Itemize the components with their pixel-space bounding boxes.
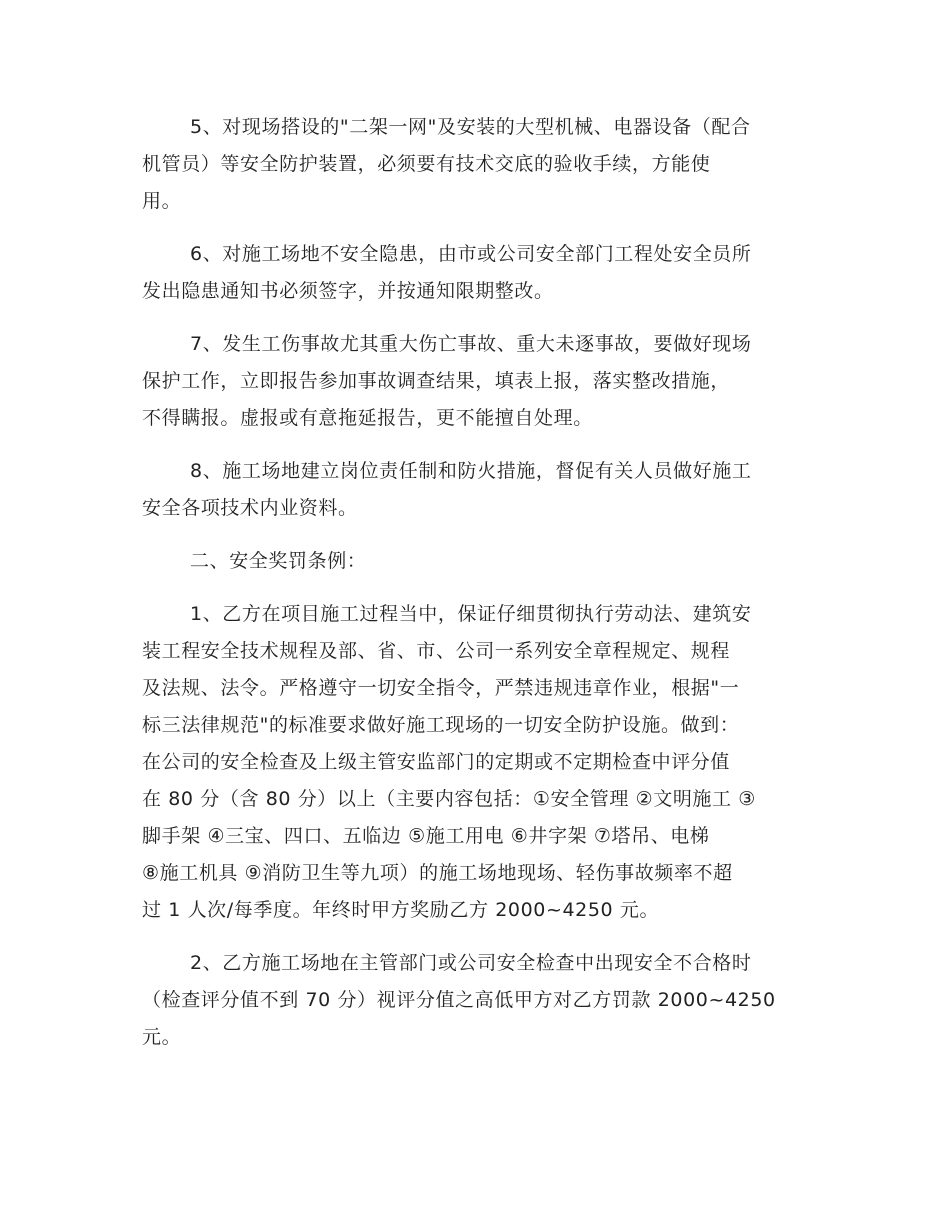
section-heading-text: 二、安全奖罚条例：: [190, 550, 367, 572]
text-line: 发出隐患通知书必须签字，并按通知限期整改。: [142, 280, 554, 302]
text-line: 在 80 分（含 80 分）以上（主要内容包括：①安全管理 ②文明施工 ③: [142, 788, 756, 810]
text-line: 机管员）等安全防护装置，必须要有技术交底的验收手续，方能使: [142, 153, 711, 175]
text-line: 5、对现场搭设的"二架一网"及安装的大型机械、电器设备（配合: [190, 116, 751, 138]
text-line: 6、对施工场地不安全隐患，由市或公司安全部门工程处安全员所: [190, 243, 752, 265]
text-line: 安全各项技术内业资料。: [142, 497, 358, 519]
text-line: 不得瞒报。虚报或有意拖延报告，更不能擅自处理。: [142, 407, 593, 429]
text-line: （检查评分值不到 70 分）视评分值之高低甲方对乙方罚款 2000~4250: [142, 989, 776, 1011]
text-line: 脚手架 ④三宝、四口、五临边 ⑤施工用电 ⑥井字架 ⑦塔吊、电梯: [142, 825, 710, 847]
text-line: 标三法律规范"的标准要求做好施工现场的一切安全防护设施。做到：: [142, 714, 740, 736]
text-line: 保护工作，立即报告参加事故调查结果，填表上报，落实整改措施，: [142, 370, 731, 392]
text-line: 在公司的安全检查及上级主管安监部门的定期或不定期检查中评分值: [142, 751, 731, 773]
text-line: 8、施工场地建立岗位责任制和防火措施，督促有关人员做好施工: [190, 460, 752, 482]
text-line: 元。: [142, 1026, 182, 1048]
text-line: 装工程安全技术规程及部、省、市、公司一系列安全章程规定、规程: [142, 640, 731, 662]
text-line: 1、乙方在项目施工过程当中，保证仔细贯彻执行劳动法、建筑安: [190, 603, 752, 625]
text-line: 过 1 人次/每季度。年终时甲方奖励乙方 2000~4250 元。: [142, 899, 660, 921]
text-line: ⑧施工机具 ⑨消防卫生等九项）的施工场地现场、轻伤事故频率不超: [142, 862, 733, 884]
text-line: 2、乙方施工场地在主管部门或公司安全检查中出现安全不合格时: [190, 952, 752, 974]
text-line: 用。: [142, 190, 182, 212]
text-line: 7、发生工伤事故尤其重大伤亡事故、重大未逐事故，要做好现场: [190, 333, 752, 355]
text-line: 及法规、法令。严格遵守一切安全指令，严禁违规违章作业，根据"一: [142, 677, 740, 699]
